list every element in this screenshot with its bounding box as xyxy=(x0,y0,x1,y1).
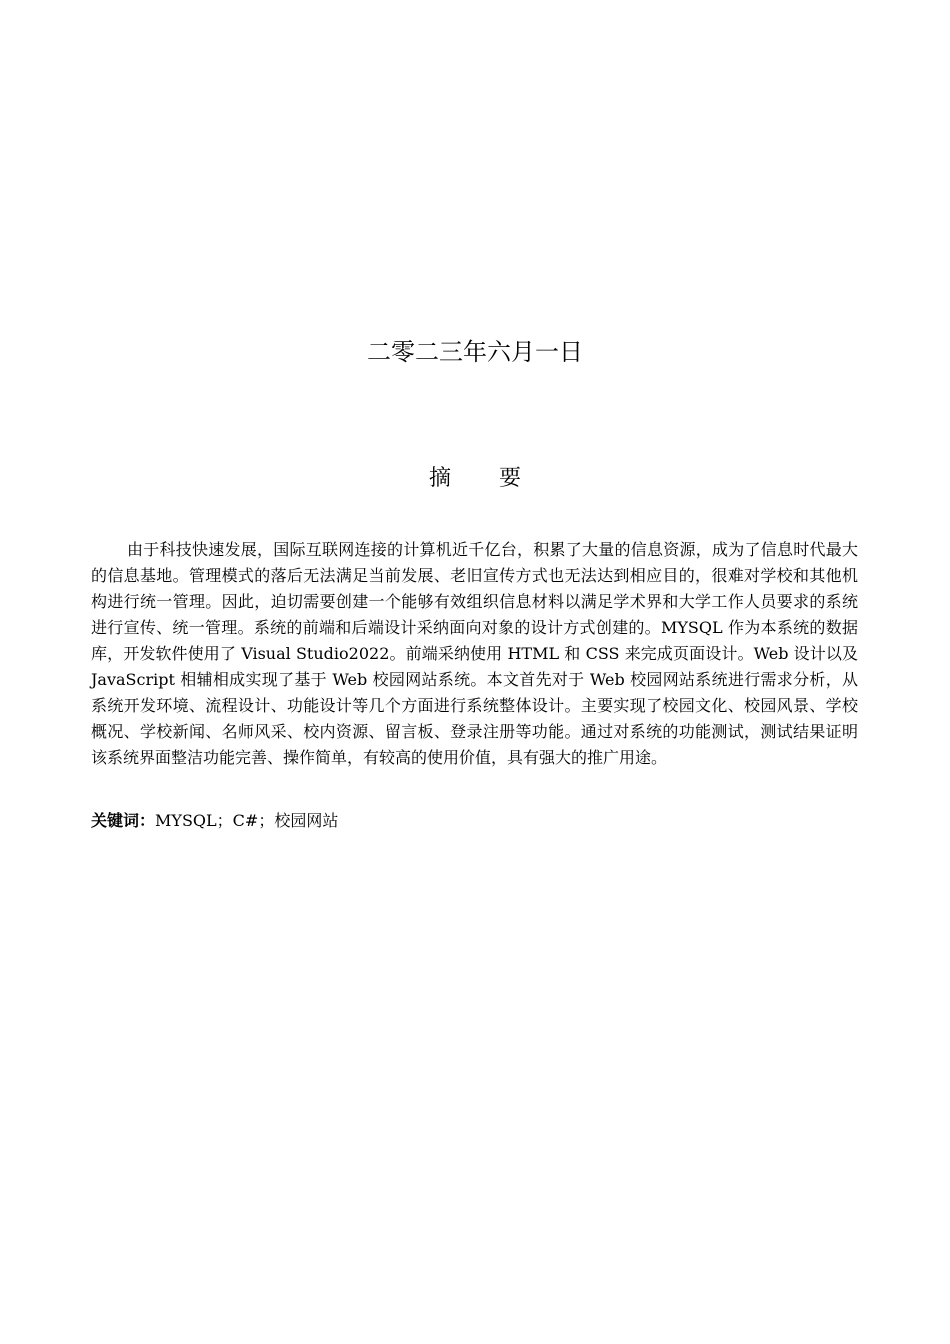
abstract-heading xyxy=(0,462,950,496)
keywords-label: 关键词： xyxy=(91,811,156,830)
abstract-body: 由于科技快速发展，国际互联网连接的计算机近千亿台，积累了大量的信息资源，成为了信息时代最大的信息基地。管理模式的落后无法满足当前发展、老旧宣传方式也无法达到相应目的，很难对学校和其他机构进行统一管理。因此，迫切需要创建一个能够有效组织信息材料以满足学术界和大学工作人员要求的系统进行宣传、统一管理。系统的前端和后端设计采纳面向对象的设计方式创建的。MYSQL 作为本系统的数据库，开发软件使用了 Visual Studio2022。前端采纳使用 HTML 和 CSS 来完成页面设计。Web 设计以及 JavaScript 相辅相成实现了基于 Web 校园网站系统。本文首先对于 Web 校园网站系统进行需求分析，从系统开发环境、流程设计、功能设计等几个方面进行系统整体设计。主要实现了校园文化、校园风景、学校概况、学校新闻、名师风采、校内资源、留言板、登录注册等功能。通过对系统的功能测试，测试结果证明该系统界面整洁功能完善、操作简单，有较高的使用价值，具有强大的推广用途。 xyxy=(91,540,858,767)
keywords-line xyxy=(91,808,858,834)
keywords-value: MYSQL；C#；校园网站 xyxy=(155,811,339,830)
abstract-heading-char-2: 要 xyxy=(499,466,522,491)
abstract-heading-char-1: 摘 xyxy=(428,466,451,491)
cover-date: 二零二三年六月一日 xyxy=(367,338,583,366)
